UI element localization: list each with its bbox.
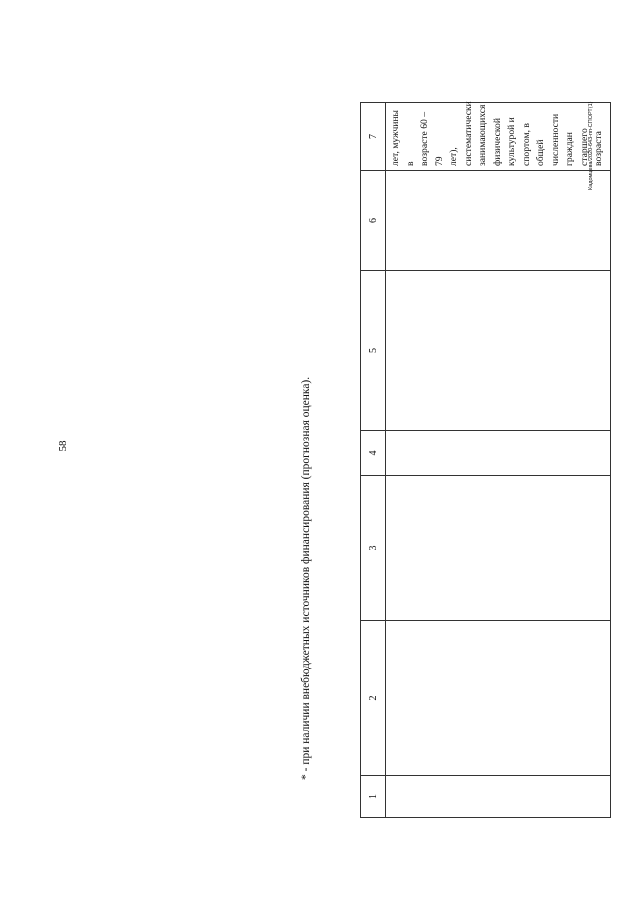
cell-line: занимающихся <box>476 104 488 166</box>
page-number: 58 <box>57 440 69 452</box>
column-header-1: 1 <box>360 775 385 817</box>
footnote: * - при наличии внебюджетных источников финансирования (прогнозная оценка). <box>300 376 312 780</box>
cell-line: возрасте 60 – 79 <box>418 111 444 166</box>
cell-line: граждан старшего <box>563 127 589 166</box>
cell-line: лет, мужчины в <box>389 109 415 166</box>
table-cell-2 <box>385 620 610 775</box>
table-cell-4 <box>385 430 610 475</box>
table-cell-5 <box>385 270 610 430</box>
column-header-3: 3 <box>360 475 385 620</box>
column-header-4: 4 <box>360 430 385 475</box>
cell-line: лет), <box>447 146 459 166</box>
table-cell-3 <box>385 475 610 620</box>
header-row <box>360 102 385 817</box>
document-stamp: Кадомцева/2020-643-пп-СПОРТ(1) <box>588 101 594 190</box>
cell-line: культурой и <box>505 116 517 166</box>
table-cell-1 <box>385 775 610 817</box>
cell-line: физической <box>491 117 502 166</box>
cell-line: спортом, в общей <box>520 122 546 166</box>
cell-line: численности <box>549 113 560 166</box>
cell-line: возраста <box>592 130 604 166</box>
indicator-description-cell <box>385 102 610 170</box>
cell-line: систематически <box>462 100 473 166</box>
table-row <box>385 102 610 817</box>
column-header-7: 7 <box>360 102 385 170</box>
column-header-2: 2 <box>360 620 385 775</box>
table-cell-6 <box>385 170 610 270</box>
column-header-6: 6 <box>360 170 385 270</box>
column-header-5: 5 <box>360 270 385 430</box>
